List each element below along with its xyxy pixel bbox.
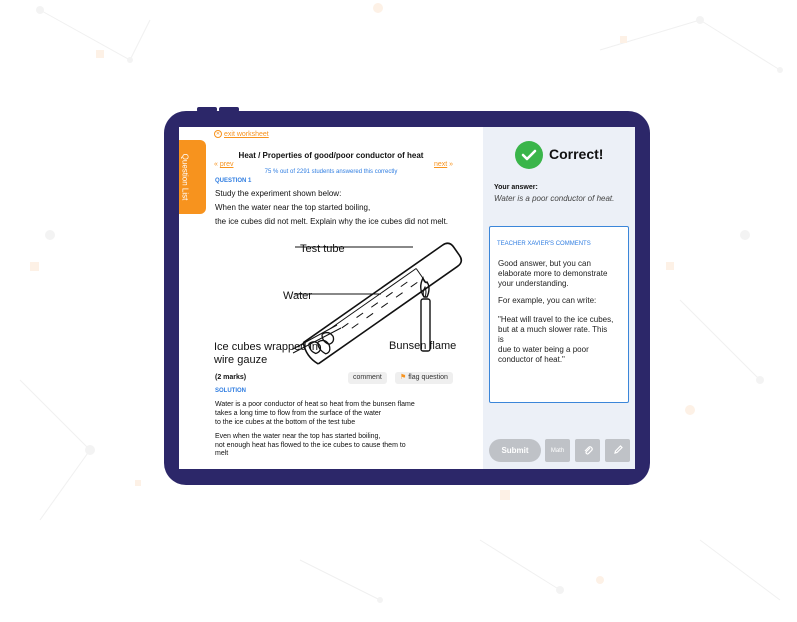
label-wire-gauze: wire gauze xyxy=(214,354,268,366)
flag-question-button[interactable]: ⚑ flag question xyxy=(395,372,453,384)
feedback-panel xyxy=(483,127,635,469)
question-text: When the water near the top started boiling, xyxy=(215,203,371,212)
solution-text: not enough heat has flowed to the ice cubes to cause them to xyxy=(215,442,406,449)
your-answer-label: Your answer: xyxy=(494,184,538,191)
pencil-icon xyxy=(613,445,623,455)
comment-line: For example, you can write: xyxy=(498,296,597,305)
comment-button[interactable]: comment xyxy=(348,372,387,384)
solution-text: Even when the water near the top has started boiling, xyxy=(215,433,381,440)
check-icon xyxy=(515,141,543,169)
solution-text: to the ice cubes at the bottom of the test tube xyxy=(215,419,356,426)
label-test-tube: Test tube xyxy=(300,243,345,255)
teacher-comments-title: TEACHER XAVIER'S COMMENTS xyxy=(497,241,591,247)
comment-line: "Heat will travel to the ice cubes, xyxy=(498,315,614,324)
teacher-comments-box xyxy=(489,226,629,403)
your-answer-text: Water is a poor conductor of heat. xyxy=(494,194,615,203)
question-list-tab[interactable]: Question List xyxy=(179,140,206,214)
question-text: Study the experiment shown below: xyxy=(215,189,342,198)
solution-text: takes a long time to flow from the surface of the water xyxy=(215,410,382,417)
comment-line: is xyxy=(498,335,504,344)
draw-button[interactable] xyxy=(605,439,630,462)
submit-button[interactable]: Submit xyxy=(489,439,541,462)
paperclip-icon xyxy=(583,445,593,456)
result-status: Correct! xyxy=(549,146,604,162)
next-link[interactable]: next » xyxy=(434,161,454,168)
comment-line: Good answer, but you can xyxy=(498,259,591,268)
label-ice-cubes: Ice cubes wrapped in xyxy=(214,341,318,353)
marks-label: (2 marks) xyxy=(215,374,247,381)
question-text: the ice cubes did not melt. Explain why the ice cubes did not melt. xyxy=(215,217,449,226)
comment-line: but at a much slower rate. This xyxy=(498,325,608,334)
comment-line: due to water being a poor xyxy=(498,345,589,354)
exit-worksheet-link[interactable]: ✕ exit worksheet xyxy=(215,130,269,138)
comment-line: conductor of heat." xyxy=(498,355,565,364)
close-icon: ✕ xyxy=(215,131,221,137)
question-number: QUESTION 1 xyxy=(215,178,252,184)
prev-link[interactable]: « prev xyxy=(214,161,234,168)
label-water: Water xyxy=(283,290,312,302)
solution-text: Water is a poor conductor of heat so heat from the bunsen flame xyxy=(215,401,415,408)
flag-icon: ⚑ xyxy=(400,374,407,381)
experiment-diagram xyxy=(213,238,483,373)
label-bunsen-flame: Bunsen flame xyxy=(389,340,457,352)
solution-text: melt xyxy=(215,450,229,457)
math-icon: Math xyxy=(550,448,565,454)
math-button[interactable] xyxy=(545,439,570,462)
question-panel xyxy=(179,127,483,469)
tablet-screen xyxy=(179,127,635,469)
answer-stats: 75 % out of 2291 students answered this correctly xyxy=(264,169,398,175)
comment-line: elaborate more to demonstrate xyxy=(498,269,608,278)
question-title: Heat / Properties of good/poor conductor of heat xyxy=(238,151,424,160)
comment-line: your understanding. xyxy=(498,279,569,288)
solution-label: SOLUTION xyxy=(215,388,246,394)
attach-button[interactable] xyxy=(575,439,600,462)
